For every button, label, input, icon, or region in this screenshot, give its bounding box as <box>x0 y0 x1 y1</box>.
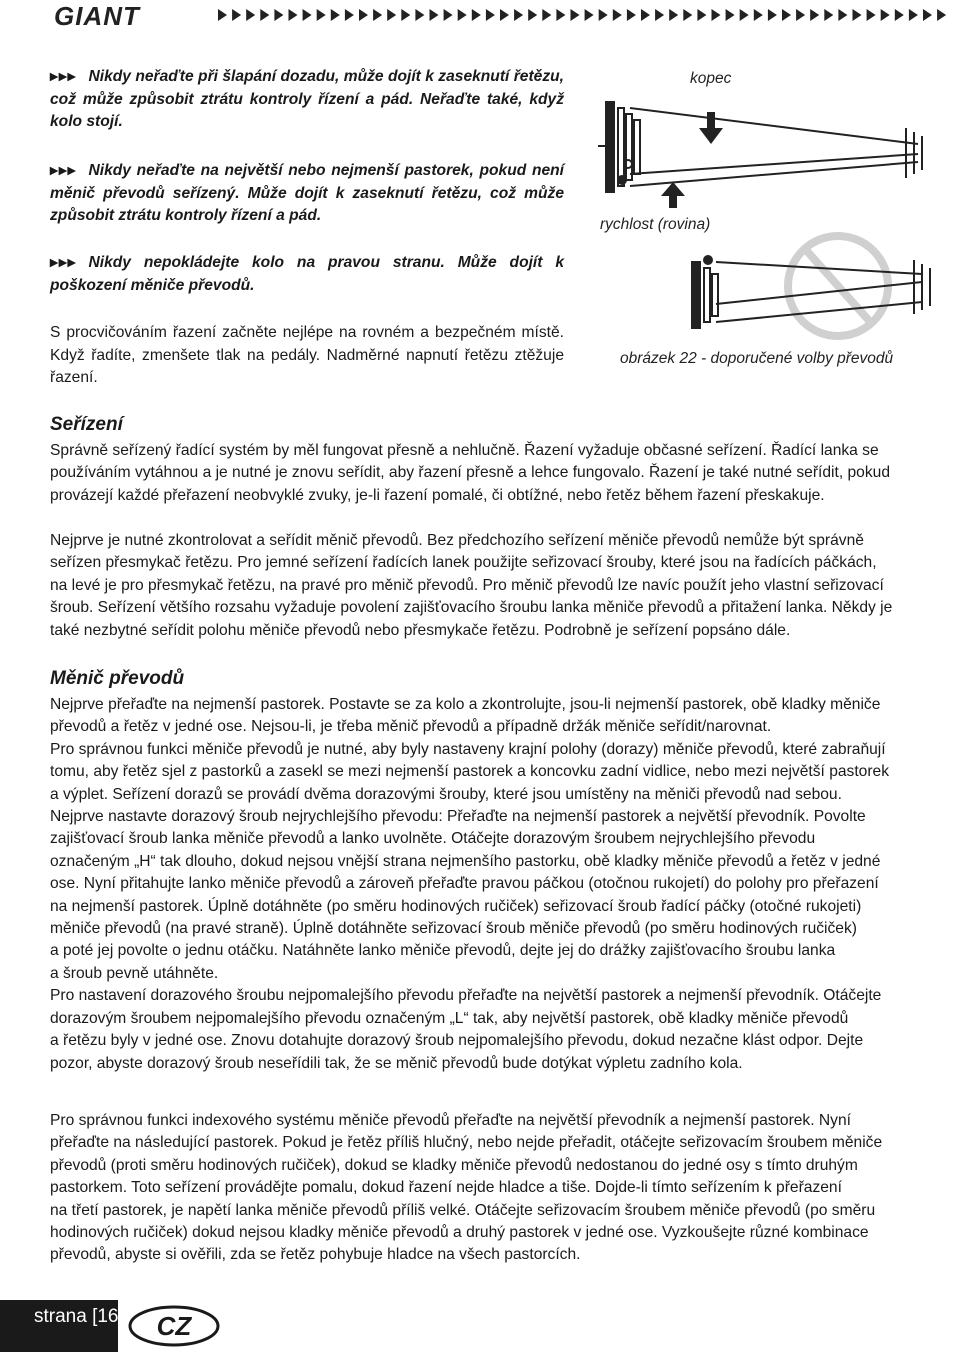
chevron-right-icon <box>754 9 763 21</box>
chevron-right-icon <box>317 9 326 21</box>
chevron-right-icon <box>472 9 481 21</box>
text-line: hodinových ručiček) dokud nejsou kladky měniče převodů a druhý pastorek v jedné ose. Vyzkoušejte různé kombinace <box>50 1224 869 1242</box>
text-line: přeřaďte na následující pastorek. Pokud je řetěz příliš hlučný, nebo nejde přeřadit, otáčejte seřizovacím šroubem měniče <box>50 1134 883 1152</box>
text-line: tomu, aby řetěz sjel z pastorků a zasekl se mezi nejmenší pastorek a koncovku zadní vidlice, nebo mezi největší pastorek <box>50 763 890 781</box>
chevron-right-icon <box>895 9 904 21</box>
chainring-icon <box>914 260 930 314</box>
text-line: převodů (proti směru hodinových ručiček), dokud se kladky měniče převodů nedostanou do jedné osy s tímto druhým <box>50 1156 858 1174</box>
chevron-right-icon <box>542 9 551 21</box>
chevron-right-icon <box>599 9 608 21</box>
chevron-right-icon <box>274 9 283 21</box>
text-line: Nejprve je nutné zkontrolovat a seřídit měnič převodů. Bez předchozího seřízení měniče převodů nemůže být správně <box>50 532 864 549</box>
adjustment-paragraph-1 <box>50 440 956 507</box>
drivetrain-diagram-crossed <box>678 232 938 342</box>
pulley-icon <box>617 175 627 185</box>
text-line: na levé je pro přesmykač řetězu, na pravé pro měnič převodů. Pro měnič převodů lze navíc použít jeho vlastní seřizovací <box>50 576 884 594</box>
warning-text: Nikdy nepokládejte kolo na pravou stranu. Může dojít k poškození měniče převodů. <box>50 254 564 294</box>
text-line: na třetí pastorek, je napětí lanka měniče převodů příliš velké. Otáčejte seřizovacím šroubem měniče převodů (po směru <box>50 1201 876 1219</box>
page-number: strana [16] <box>34 1306 124 1327</box>
chevron-right-icon <box>697 9 706 21</box>
text-line: pozor, abyste dorazový šroub neseřídili tak, že se měnič převodů bude dotýkat výpletu zadního kola. <box>50 1054 743 1072</box>
cassette-icon <box>692 256 718 328</box>
chevron-right-icon <box>556 9 565 21</box>
chevron-right-icon <box>655 9 664 21</box>
derailleur-paragraph-1 <box>50 694 956 1075</box>
chevron-right-icon <box>373 9 382 21</box>
text-line: převodů a řetěz v jedné ose. Nejsou-li, je třeba měnič převodů a případně držák měniče seřídit/narovnat. <box>50 718 772 736</box>
chevron-right-icon <box>246 9 255 21</box>
giant-logo-mark <box>52 4 192 28</box>
chevron-right-icon <box>909 9 918 21</box>
chainring-icon <box>906 128 922 178</box>
triple-arrow-icon: ▸▸▸ <box>50 254 77 271</box>
text-line: dorazovým šroubem nejpomalejšího převodu označeným „L“ tak, aby největší pastorek, obě kladky měniče převodů <box>50 1009 849 1027</box>
text-line: šroub. Seřízení většího rozsahu vyžaduje povolení zajišťovacího šroubu lanka měniče převodů a přitažení lanka. Někdy je <box>50 599 893 617</box>
chevron-right-icon <box>500 9 509 21</box>
chevron-right-icon <box>853 9 862 21</box>
chain-lines <box>630 108 918 186</box>
chevron-right-icon <box>571 9 580 21</box>
chevron-right-icon <box>867 9 876 21</box>
heading-adjustment: Seřízení <box>50 414 123 435</box>
figure-caption: obrázek 22 - doporučené volby převodů <box>620 350 894 367</box>
chevron-right-icon <box>712 9 721 21</box>
arrow-up-icon <box>658 180 688 210</box>
text-line: označeným „H“ tak dlouho, dokud nejsou vnější strana nejmenšího pastorku, obě kladky měniče převodů a řetěz v jedné <box>50 852 881 870</box>
text-line: Správně seřízený řadící systém by měl fungovat přesně a nehlučně. Řazení vyžaduje občasné seřízení. Řadící lanka se <box>50 442 879 459</box>
figure-gear-selection <box>588 60 938 380</box>
text-line: také nezbytné seřídit polohu měniče převodů nebo přesmykače řetězu. Podrobně je seřízení popsáno dále. <box>50 621 791 639</box>
chevron-right-icon <box>683 9 692 21</box>
chevron-right-icon <box>937 9 946 21</box>
warning-extreme-gears <box>50 160 564 228</box>
text-line: Pro nastavení dorazového šroubu nejpomalejšího převodu přeřaďte na největší pastorek a nejmenší převodník. Otáčejte <box>50 987 882 1005</box>
text-line: a šroub pevně utáhněte. <box>50 964 219 982</box>
chevron-right-icon <box>627 9 636 21</box>
text-line: zajišťovací šroub lanka měniče převodů a lanko uvolněte. Otáčejte dorazovým šroubem nejrychlejšího převodu <box>50 830 816 848</box>
text-line: provázejí každé přeřazení neobvyklé zvuky, je-li řazení pomalé, či obtížné, nebo řetěz během řazení přeskakuje. <box>50 486 825 504</box>
chevron-right-icon <box>585 9 594 21</box>
label-speed-flat: rychlost (rovina) <box>600 216 711 233</box>
chevron-right-icon <box>232 9 241 21</box>
text-line: používáním vytáhnou a je nutné je znovu seřídit, aby řazení přesně a lehce fungovalo. Řazení je také nutné seřídit, pokud <box>50 464 890 482</box>
text-line: měniče převodů (na pravé straně). Úplně dotáhněte seřizovací šroub měniče převodů (po směru hodinových ručiček) <box>50 920 857 938</box>
chevron-right-icon <box>881 9 890 21</box>
adjustment-paragraph-2 <box>50 530 956 642</box>
chevron-right-icon <box>824 9 833 21</box>
warning-backpedal <box>50 66 564 134</box>
warning-right-side <box>50 252 564 297</box>
chevron-right-icon <box>260 9 269 21</box>
drivetrain-diagram-top <box>588 88 938 228</box>
chevron-right-icon <box>923 9 932 21</box>
text-line: převodů, abyste si ověřili, zda se řetěz pohybuje hladce na všech pastorcích. <box>50 1246 581 1264</box>
chevron-right-icon <box>768 9 777 21</box>
chevron-right-icon <box>782 9 791 21</box>
text-line: Nejprve nastavte dorazový šroub nejrychlejšího převodu: Přeřaďte na nejmenší pastorek a největší převodník. Povolte <box>50 808 866 826</box>
chevron-right-icon <box>810 9 819 21</box>
chevron-right-icon <box>401 9 410 21</box>
intro-paragraph: S procvičováním řazení začněte nejlépe na rovném a bezpečném místě. Když řadíte, zmenšete tlak na pedály. Nadměrné napnutí řetězu ztěžuje řazení. <box>50 324 564 386</box>
warning-text: Nikdy neřaďte na největší nebo nejmenší pastorek, pokud není měnič převodů seřízený. Může dojít k zaseknutí řetězu, což může způsobit ztrátu kontroly řízení a pád. <box>50 162 564 224</box>
chevron-right-icon <box>387 9 396 21</box>
language-badge <box>126 1304 222 1348</box>
giant-logo <box>52 4 192 28</box>
chevron-right-icon <box>430 9 439 21</box>
heading-rear-derailleur: Měnič převodů <box>50 668 185 689</box>
text-line: Pro správnou funkci indexového systému měniče převodů přeřaďte na největší převodník a nejmenší pastorek. Nyní <box>50 1112 851 1129</box>
text-line: a výplet. Seřízení dorazů se provádí dvěma dorazovými šrouby, které jsou umístěny na měniči převodů nad sebou. <box>50 785 842 803</box>
text-line: a poté jej povolte o jednu otáčku. Natáhněte lanko měniče převodů, dejte jej do drážky zajišťovacího šroubu lanka <box>50 942 836 960</box>
text-line: ose. Nyní přitahujte lanko měniče převodů a zároveň přeřaďte pravou páčkou (otočnou rukojetí) do polohy pro přeřazení <box>50 875 879 893</box>
text-line: a řetězu byly v jedné ose. Znovu dotahujte dorazový šroub nejpomalejšího převodu, dokud nezačne klást odpor. Dejte <box>50 1032 864 1050</box>
logo-text: GIANT <box>54 4 140 28</box>
chevron-right-icon <box>514 9 523 21</box>
chevron-right-icon <box>345 9 354 21</box>
chevron-right-icon <box>641 9 650 21</box>
label-hill: kopec <box>690 70 732 87</box>
text-line: na nejmenší pastorek. Úplně dotáhněte (po směru hodinových ručiček) seřizovací šroub řadící páčky (otočné rukojeti) <box>50 897 862 915</box>
chevron-right-icon <box>289 9 298 21</box>
triple-arrow-icon: ▸▸▸ <box>50 162 77 179</box>
text-line: seřízen přesmykač řetězu. Pro jemné seřízení řadících lanek použijte seřizovací šrouby, které jsou na řadících páčkách, <box>50 554 877 572</box>
chevron-right-icon <box>218 9 227 21</box>
chevron-right-icon <box>303 9 312 21</box>
header-arrow-strip <box>218 6 954 24</box>
chevron-right-icon <box>838 9 847 21</box>
warning-text: Nikdy neřaďte při šlapání dozadu, může dojít k zaseknutí řetězu, což může způsobit ztrátu kontroly řízení a pád. Neřaďte také, když kolo stojí. <box>50 68 564 130</box>
language-code: CZ <box>156 1311 192 1341</box>
chevron-right-icon <box>359 9 368 21</box>
text-line: Nejprve přeřaďte na nejmenší pastorek. Postavte se za kolo a zkontrolujte, jsou-li nejmenší pastorek, obě kladky měniče <box>50 696 881 713</box>
chevron-right-icon <box>726 9 735 21</box>
text-line: pastorkem. Toto seřízení provádějte pomalu, dokud řazení nejde hladce a tiše. Dojde-li tímto seřízením k přeřazení <box>50 1179 842 1197</box>
chevron-right-icon <box>613 9 622 21</box>
chevron-right-icon <box>528 9 537 21</box>
chevron-right-icon <box>740 9 749 21</box>
text-line: Pro správnou funkci měniče převodů je nutné, aby byly nastaveny krajní polohy (dorazy) měniče převodů, které zabraňují <box>50 740 886 758</box>
triple-arrow-icon: ▸▸▸ <box>50 68 77 85</box>
chevron-right-icon <box>444 9 453 21</box>
chevron-right-icon <box>331 9 340 21</box>
chevron-right-icon <box>796 9 805 21</box>
chevron-right-icon <box>669 9 678 21</box>
chevron-right-icon <box>486 9 495 21</box>
derailleur-paragraph-2 <box>50 1110 956 1267</box>
chevron-right-icon <box>415 9 424 21</box>
chevron-right-icon <box>458 9 467 21</box>
